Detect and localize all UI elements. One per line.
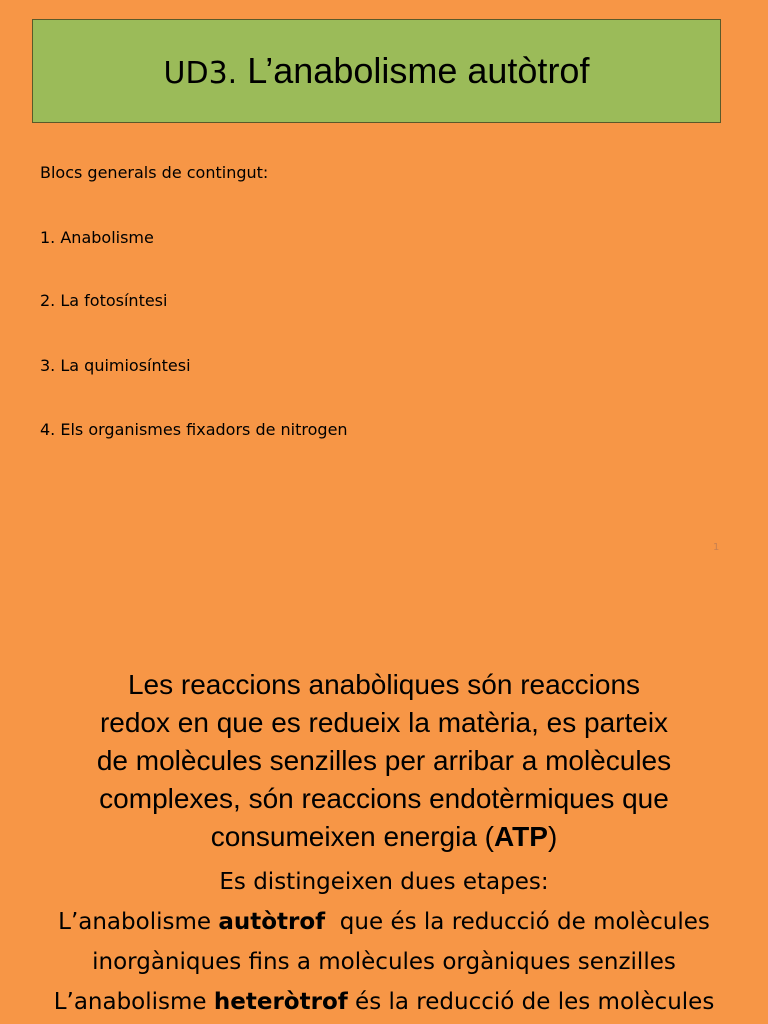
block-item-4: 4. Els organismes fixadors de nitrogen — [40, 420, 348, 439]
autotrof-line — [0, 902, 768, 942]
heterotrof-term: heteròtrof — [213, 989, 348, 1015]
autotrof-term: autòtrof — [218, 909, 326, 935]
autotrof-post: que és la reducció de molècules — [325, 909, 710, 935]
block-item-2: 2. La fotosíntesi — [40, 291, 168, 310]
stages-section — [0, 862, 768, 1022]
paragraph-line-2: redox en que es redueix la matèria, es parteix — [99, 707, 669, 738]
block-item-3: 3. La quimiosíntesi — [40, 356, 191, 375]
title-prefix: UD3. — [163, 56, 238, 91]
anabolism-paragraph — [0, 666, 768, 856]
heterotrof-line — [0, 982, 768, 1022]
autotrof-line-2: inorgàniques fins a molècules orgàniques senzilles — [92, 949, 676, 975]
heterotrof-pre: L’anabolisme — [53, 989, 214, 1015]
stages-intro: Es distingeixen dues etapes: — [219, 869, 549, 895]
atp-text: ATP — [494, 821, 548, 852]
title-box — [32, 19, 721, 123]
paragraph-line-1: Les reaccions anabòliques són reaccions — [127, 669, 641, 700]
blocks-heading: Blocs generals de contingut: — [40, 163, 269, 182]
title-main: L’anabolisme autòtrof — [237, 50, 590, 91]
paragraph-line-3: de molècules senzilles per arribar a molècules — [96, 745, 672, 776]
paragraph-line-4: complexes, són reaccions endotèrmiques que — [99, 783, 669, 814]
heterotrof-post: és la reducció de les molècules — [347, 989, 715, 1015]
slide-number: 1 — [713, 542, 720, 553]
paragraph-line-5-pre: consumeixen energia ( — [210, 821, 495, 852]
page-title — [163, 50, 590, 91]
paragraph-line-5 — [0, 818, 768, 856]
autotrof-pre: L’anabolisme — [58, 909, 219, 935]
paragraph-line-5-post: ) — [547, 821, 558, 852]
block-item-1: 1. Anabolisme — [40, 228, 154, 247]
